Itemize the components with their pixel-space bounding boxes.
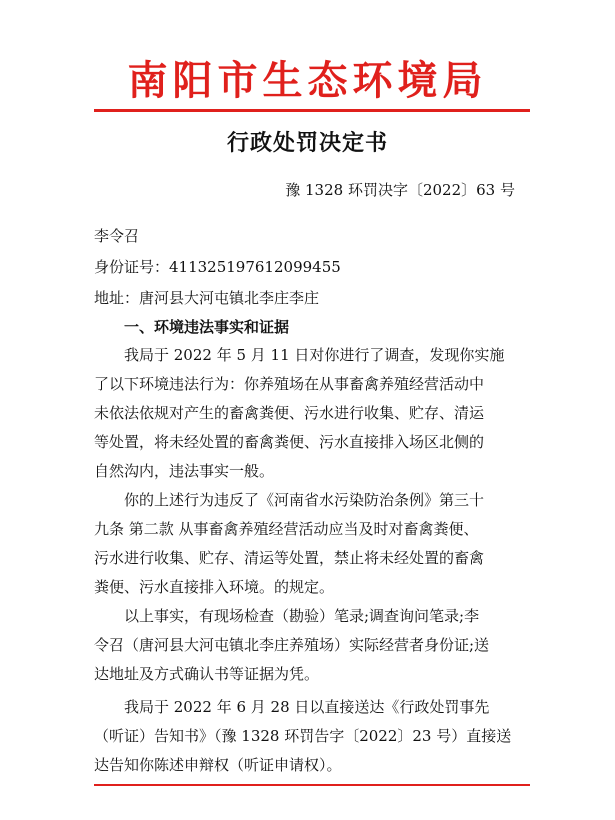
party-name: 李令召 [94,227,140,245]
paragraph-line: 令召（唐河县大河屯镇北李庄养殖场）实际经营者身份证;送 [94,636,490,654]
footer-red-rule [94,784,530,786]
document-number: 豫 1328 环罚决字〔2022〕63 号 [285,181,515,199]
paragraph-line: 污水进行收集、贮存、清运等处置，禁止将未经处置的畜禽 [94,549,485,567]
paragraph-line: 我局于 2022 年 6 月 28 日以直接送达《行政处罚事先 [124,698,490,716]
paragraph-line: 自然沟内，违法事实一般。 [94,462,275,480]
paragraph-line: 以上事实，有现场检查（勘验）笔录;调查询问笔录;李 [124,607,480,625]
paragraph-line: 我局于 2022 年 5 月 11 日对你进行了调查，发现你实施 [124,346,505,364]
party-address: 地址：唐河县大河屯镇北李庄李庄 [94,289,320,307]
paragraph-line: 了以下环境违法行为：你养殖场在从事畜禽养殖经营活动中 [94,375,485,393]
paragraph-line: 九条 第二款 从事畜禽养殖经营活动应当及时对畜禽粪便、 [94,520,479,538]
party-id-number: 身份证号：411325197612099455 [94,258,341,276]
paragraph-line: （听证）告知书》（豫 1328 环罚告字〔2022〕23 号）直接送 [94,727,512,745]
organization-header: 南阳市生态环境局 [127,58,488,104]
header-red-rule [94,109,530,112]
paragraph-line: 粪便、污水直接排入环境。的规定。 [94,578,335,596]
paragraph-line: 等处置，将未经处置的畜禽粪便、污水直接排入场区北侧的 [94,433,485,451]
document-title: 行政处罚决定书 [226,130,388,156]
paragraph-line: 达地址及方式确认书等证据为凭。 [94,665,320,683]
section-heading: 一、环境违法事实和证据 [124,318,290,336]
paragraph-line: 达告知你陈述申辩权（听证申请权）。 [94,756,342,774]
paragraph-line: 未依法依规对产生的畜禽粪便、污水进行收集、贮存、清运 [94,404,485,422]
paragraph-line: 你的上述行为违反了《河南省水污染防治条例》第三十 [124,491,485,509]
